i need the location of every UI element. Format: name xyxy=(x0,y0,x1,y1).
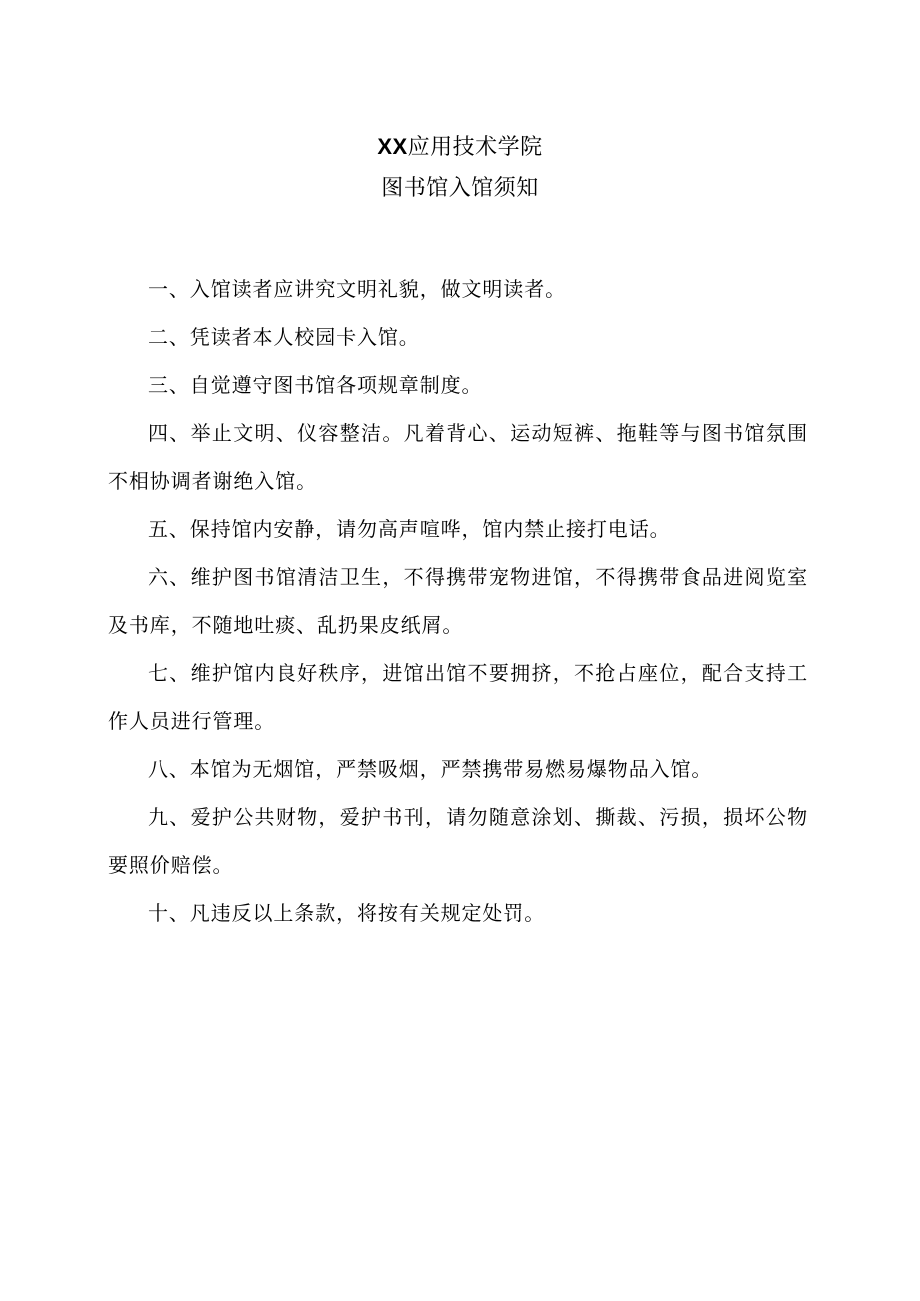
title-prefix: XX xyxy=(377,134,408,159)
title-block xyxy=(0,126,920,209)
rule-1: 一、入馆读者应讲究文明礼貌，做文明读者。 xyxy=(148,277,566,301)
rules-list xyxy=(108,265,808,937)
rule-10: 十、凡违反以上条款，将按有关规定处罚。 xyxy=(148,901,546,925)
rule-8: 八、本馆为无烟馆，严禁吸烟，严禁携带易燃易爆物品入馆。 xyxy=(148,757,713,781)
rule-2: 二、凭读者本人校园卡入馆。 xyxy=(148,325,420,349)
rule-4: 四、举止文明、仪容整洁。凡着背心、运动短裤、拖鞋等与图书馆氛围不相协调者谢绝入馆。 xyxy=(108,421,808,493)
rule-7: 七、维护馆内良好秩序，进馆出馆不要拥挤，不抢占座位，配合支持工作人员进行管理。 xyxy=(108,661,808,733)
rule-3: 三、自觉遵守图书馆各项规章制度。 xyxy=(148,373,483,397)
rule-9: 九、爱护公共财物，爱护书刊，请勿随意涂划、撕裁、污损，损坏公物要照价赔偿。 xyxy=(108,805,808,877)
rule-5: 五、保持馆内安静，请勿高声喧哗，馆内禁止接打电话。 xyxy=(148,517,671,541)
title-suffix: 应用技术学院 xyxy=(407,135,543,160)
document-title xyxy=(0,126,920,168)
rule-6: 六、维护图书馆清洁卫生，不得携带宠物进馆，不得携带食品进阅览室及书库，不随地吐痰、乱扔果皮纸屑。 xyxy=(108,565,808,637)
document-subtitle: 图书馆入馆须知 xyxy=(381,176,539,201)
